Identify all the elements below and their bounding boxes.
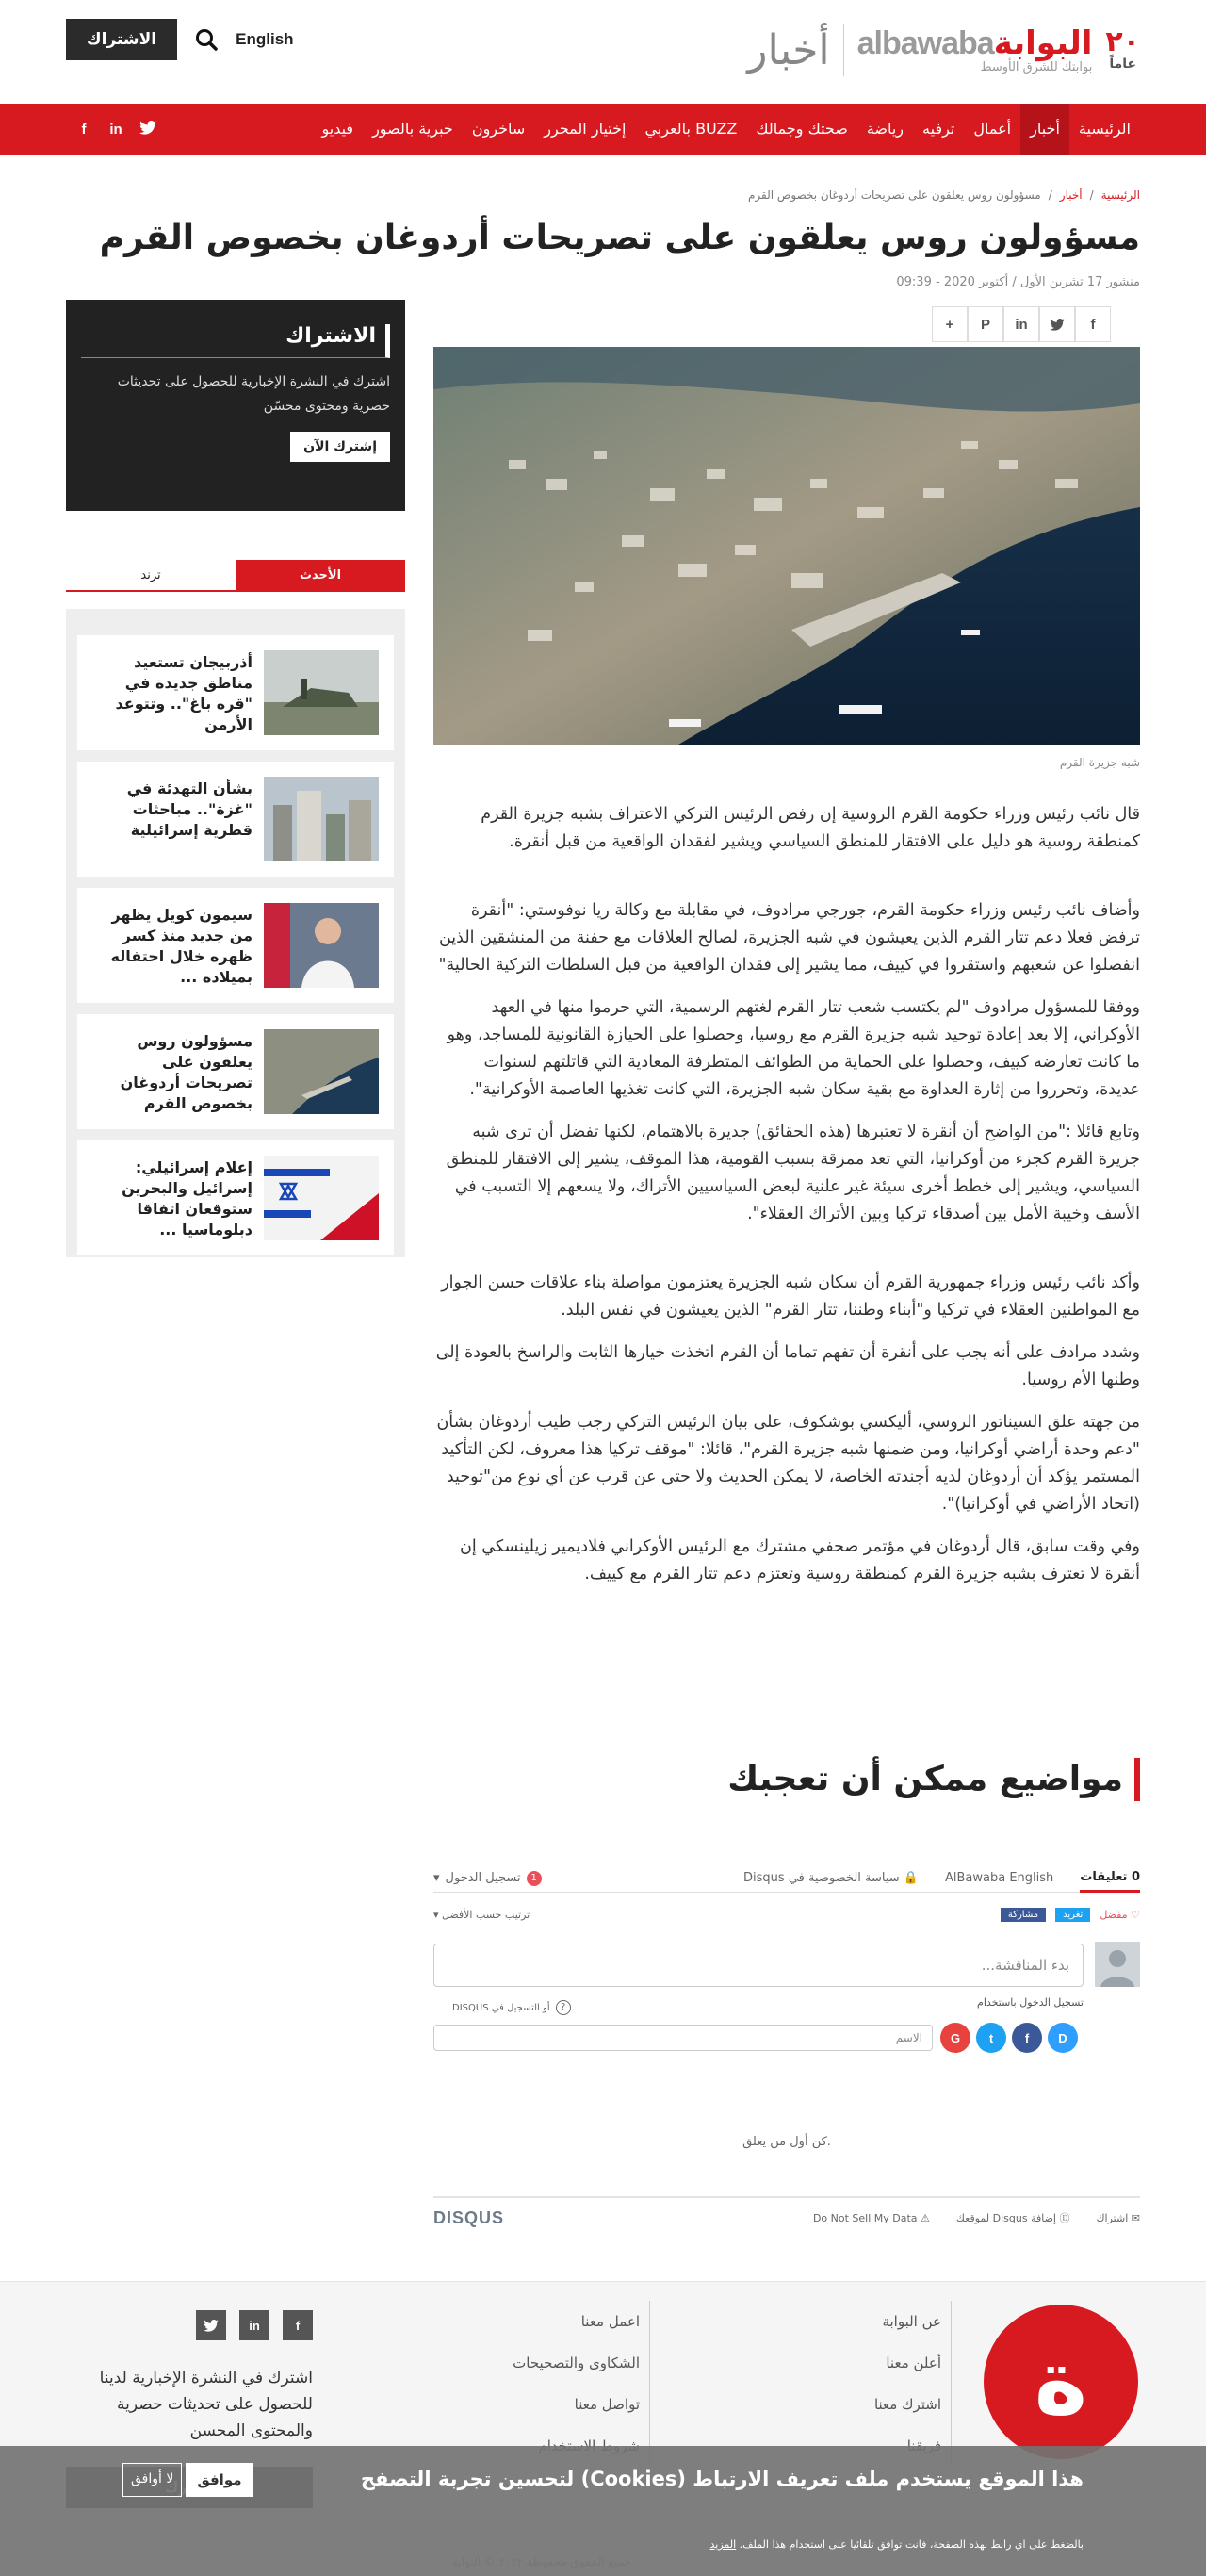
footer-link-careers[interactable]: اعمل معنا [580,2313,640,2330]
chevron-down-icon: ▾ [433,1871,440,1885]
disqus-subscribe-label: اشتراك [1096,2211,1129,2224]
facebook-icon[interactable]: f [283,2310,313,2340]
article-paragraph: وتابع قائلا :"من الواضح أن أنقرة لا تعتبرها (هذه الحقائق) جديرة بالاهتمام، لكنها تفضل أن ترى شبه جزيرة القرم كجزء من أوكرانيا، التي تعد ممزقة بسبب القومية، هذا الموقف، يشير إلى الافتقار للمنطق السياسي، ويشير إلى خطط أخرى سيئة غير علنية لبعض السياسيين الأتراك، ولا يسعهم إلا التسبب في الأسف وخيبة الأمل بين أصدقاء تركيا وبين الأتراك العقلاء". [446,1123,1140,1223]
heart-icon: ♡ [1127,1908,1140,1921]
nav-item-entertainment[interactable]: ترفيه [922,120,955,138]
image-caption: شبه جزيرة القرم [1059,756,1140,769]
related-topics-heading: مواضيع ممكن أن تعجبك [727,1758,1140,1801]
social-login-buttons [940,2023,1078,2053]
facebook-share-button[interactable]: مشاركة [1001,1908,1046,1922]
community-tab[interactable]: AlBawaba English [945,1871,1054,1885]
anniversary-badge [1105,25,1140,72]
article-thumbnail [264,903,379,988]
cookie-accept-button[interactable]: موافق [186,2463,253,2497]
sidebar-subscribe-text: اشترك في النشرة الإخبارية للحصول على تحديثات حصرية ومحتوى محسّن [117,374,390,414]
breadcrumb [748,189,1140,202]
linkedin-icon[interactable]: in [239,2310,269,2340]
article-thumbnail [264,1029,379,1114]
do-not-sell-label: Do Not Sell My Data [812,2211,918,2224]
footer-links-column-1 [688,2301,952,2467]
notification-badge: 1 [527,1871,542,1886]
linkedin-icon[interactable]: in [1003,306,1039,342]
disqus-d-icon: Ⓓ [1055,2212,1070,2224]
footer-newsletter-text: اشترك في النشرة الإخبارية لدينا للحصول على تحديثات حصرية والمحتوى المحسن [99,2369,313,2440]
comment-input[interactable]: بدء المناقشة... [433,1944,1084,1987]
article-body [433,801,1140,1603]
article-paragraph: وشدد مرادف على أنه يجب على أنقرة أن تفهم تماما أن القرم اتخذت خيارها الثابت والراسخ بالعودة إلى وطنها الأم روسيا. [435,1343,1140,1389]
breadcrumb-home[interactable]: الرئيسية [1100,189,1140,202]
list-item-title: سيمون كويل يظهر من جديد منذ كسر ظهره خلال احتفاله بميلاده ... [110,906,253,986]
breadcrumb-separator: / [1048,189,1052,202]
plus-icon[interactable]: + [932,306,968,342]
list-item[interactable] [77,1140,394,1255]
tab-latest[interactable]: الأحدث [236,560,405,590]
pinterest-icon[interactable]: P [968,306,1003,342]
google-login-icon[interactable]: G [940,2023,970,2053]
linkedin-icon[interactable]: in [109,121,122,138]
login-label: تسجيل الدخول [445,1871,521,1885]
favorite-label: مفضل [1100,1908,1128,1921]
cookie-decline-button[interactable]: لا أوافق [122,2463,182,2497]
years-label: عاماً [1109,57,1137,72]
breadcrumb-section[interactable]: أخبار [1059,189,1083,202]
disqus-privacy-link[interactable] [743,1871,919,1885]
search-icon[interactable] [194,27,219,52]
signup-label [452,2000,571,2015]
sidebar-tabs [66,560,405,592]
login-with-label: تسجيل الدخول باستخدام [977,1996,1084,2009]
nav-item-news[interactable]: أخبار [1020,104,1069,155]
article-paragraph: من جهته علق السيناتور الروسي، أليكسي بوشكوف، على بيان الرئيس التركي رجب طيب أردوغان بشأن "دعم وحدة أراضي أوكرانيا، ومن ضمنها شبه جزيرة القرم"، قائلا: "موقف تركيا هذا معروف، لكن التأكيد المستمر يؤكد أن أردوغان لديه أجندته الخاصة، لا يمكن الحديث ولا حتى عن قرب عن أي نوع من"توحيد (اتحاد الأراضي في أوكرانيا)". [436,1413,1140,1514]
mail-icon: ✉ [1128,2211,1140,2224]
favorite-button[interactable] [1100,1909,1140,1921]
article-paragraph: ووفقا للمسؤول مرادوف "لم يكتسب شعب تتار القرم لغتهم الرسمية، التي حرموا منها في العهد الأوكراني، إلا بعد إعادة توحيد شبه جزيرة القرم مع روسيا، وحصلوا على الحيازة القانونية للمساجد، وهو ما كانت تعارضه كييف، وحصلوا على الحماية من الطوائف المتطرفة المعادية التي قاتلتهم لسنوات عديدة، وتحرروا من إثارة العداوة مع بقية سكان شبه الجزيرة، التي كانت تغذيها العاصمة الأوكرانية". [447,998,1140,1099]
avatar [1095,1942,1140,1987]
twitter-icon[interactable] [139,121,156,139]
signup-text: أو التسجيل في DISQUS [452,2002,550,2013]
cookie-title: هذا الموقع يستخدم ملف تعريف الارتباط (Cookies) لتحسين تجربة التصفح [360,2468,1084,2490]
list-item-title: أذربيجان تستعيد مناطق جديدة في "قره باغ".. وتتوعد الأرمن [115,653,253,733]
nav-item-health-beauty[interactable]: صحتك وجمالك [756,120,848,138]
years-number: ٢٠ [1105,25,1140,58]
sidebar-subscribe-title: الاشتراك [81,324,390,358]
disqus-login-icon[interactable]: D [1048,2023,1078,2053]
brand-wordmark [857,26,1093,74]
article-thumbnail [264,777,379,861]
add-disqus-label: إضافة Disqus لموقعك [955,2212,1056,2224]
sidebar-subscribe-button[interactable]: إشترك الآن [290,432,390,462]
brand-english: albawaba [856,25,994,61]
help-icon[interactable]: ? [556,2000,571,2015]
cookie-buttons [122,2463,253,2497]
nav-item-photo-news[interactable]: خبرية بالصور [372,120,453,138]
breadcrumb-current: مسؤولون روس يعلقون على تصريحات أردوغان بخصوص القرم [747,189,1041,202]
nav-item-home[interactable]: الرئيسية [1078,120,1131,138]
lock-icon: 🔒 [899,1871,919,1885]
facebook-icon[interactable]: f [1075,306,1111,342]
nav-item-buzz[interactable]: BUZZ بالعربي [644,120,738,138]
facebook-login-icon[interactable]: f [1012,2023,1042,2053]
nav-item-business[interactable]: أعمال [973,120,1012,138]
article-title: مسؤولون روس يعلقون على تصريحات أردوغان بخصوص القرم [99,219,1140,257]
footer-link-subscribe[interactable]: اشترك معنا [873,2396,941,2413]
nav-item-video[interactable]: فيديو [321,120,354,138]
list-item[interactable] [77,1014,394,1129]
comments-count-tab[interactable]: 0 تعليقات [1080,1870,1140,1893]
article-paragraph: وأضاف نائب رئيس وزراء حكومة القرم، جورجي مرادوف، في مقابلة مع وكالة ريا نوفوستي: "أنقرة ترفض فعلا دعم تتار القرم الذين يعيشون في شبه الجزيرة، لصالح العلاقات مع حفنة من المنشقين الذين انفصلوا عن شعبهم واستقروا في كييف، مما يشير إلى فقدان الواقعية من قبل السلطات التركية الحالية" [438,901,1140,975]
article-paragraph: وفي وقت سابق، قال أردوغان في مؤتمر صحفي مشترك مع الرئيس الأوكراني فلاديمير زيلينسكي إن أنقرة لا تعترف بشبه جزيرة القرم كمنطقة روسية وتعتزم دعم تتار القرم مع كييف. [459,1537,1140,1583]
article-thumbnail [264,1156,379,1240]
article-hero-image [433,347,1140,745]
cookie-text-line [709,2538,1084,2551]
footer-social [196,2310,313,2340]
warning-icon: ⚠ [917,2211,930,2224]
list-item[interactable] [77,762,394,877]
language-switch-link[interactable]: English [236,30,294,48]
name-input[interactable]: الاسم [433,2025,933,2051]
logo-divider [843,24,844,76]
footer-link-contact[interactable]: تواصل معنا [574,2396,640,2413]
list-item-title: مسؤولون روس يعلقون على تصريحات أردوغان بخصوص القرم [120,1032,253,1112]
site-logo[interactable] [747,17,1140,83]
list-item-title: إعلام إسرائيلي: إسرائيل والبحرين ستوقعان اتفاقا دبلوماسيا ... [122,1158,253,1239]
sort-dropdown[interactable] [433,1909,530,1921]
chevron-down-icon: ▾ [433,1908,439,1921]
section-name: أخبار [747,25,830,74]
sidebar-article-list [66,609,405,1257]
disqus-footer [433,2196,1140,2230]
list-item-title: بشأن التهدئة في "غزة".. مباحثات قطرية إسرائيلية [126,779,253,839]
header-subscribe-button[interactable]: الاشتراك [66,19,177,60]
breadcrumb-separator: / [1089,189,1094,202]
share-bar [932,306,1111,342]
comments-actions [433,1904,1140,1925]
tab-trend[interactable]: ترند [140,568,161,582]
footer-link-complaints[interactable]: الشكاوى والتصحيحات [513,2354,640,2371]
cookie-banner [0,2446,1206,2576]
no-comments-message: كن أول من يعلق. [742,2135,831,2149]
main-nav [0,104,1206,155]
footer-link-about[interactable]: عن البوابة [882,2313,941,2330]
sidebar-subscribe-box [66,300,405,511]
tweet-button[interactable]: تغريد [1055,1908,1090,1922]
disqus-subscribe-link[interactable] [1096,2212,1140,2224]
article-paragraph: قال نائب رئيس وزراء حكومة القرم الروسية إن رفض الرئيس التركي الاعتراف بشبه جزيرة القرم كمنطقة روسية هو دليل على الافتقار للمنطق السياسي ويشير لفقدان الواقعية من قبل أنقرة. [481,805,1140,851]
comments-tabs [433,1864,1140,1893]
article-thumbnail [264,650,379,735]
facebook-icon[interactable]: f [81,121,87,138]
article-paragraph: وأكد نائب رئيس وزراء جمهورية القرم أن سكان شبه الجزيرة يعتزمون مواصلة بناء علاقات حسن الجوار مع المواطنين العقلاء في تركيا و"أبناء وطننا، تتار القرم" الذين يعيشون في نفس البلد. [441,1273,1140,1320]
cookie-text: بالضغط على اي رابط بهذه الصفحة، فانت توافق تلقائيا على استخدام هذا الملف. [739,2538,1084,2551]
twitter-icon[interactable] [1039,306,1075,342]
nav-item-satire[interactable]: ساخرون [471,120,526,138]
cookie-more-link[interactable]: المزيد [709,2538,737,2551]
twitter-login-icon[interactable]: t [976,2023,1006,2053]
add-disqus-link[interactable] [956,2210,1070,2225]
list-item[interactable] [77,888,394,1003]
site-header [0,0,1206,104]
nav-item-editors-choice[interactable]: إختيار المحرر [544,120,627,138]
footer-logo[interactable]: ة [984,2305,1138,2459]
nav-item-sports[interactable]: رياضة [866,120,904,138]
footer-link-advertise[interactable]: أعلن معنا [886,2354,941,2371]
list-item[interactable] [77,635,394,750]
login-menu[interactable] [433,1871,542,1886]
do-not-sell-link[interactable] [813,2212,930,2224]
disqus-logo[interactable]: DISQUS [433,2207,505,2227]
sort-label: ترتيب حسب الأفضل [442,1908,530,1921]
twitter-icon[interactable] [196,2310,226,2340]
article-date: منشور 17 تشرين الأول / أكتوبر 2020 - 09:39 [896,275,1140,289]
brand-arabic: البوابة [993,24,1093,62]
brand-tagline: بوابتك للشرق الأوسط [980,59,1093,74]
footer-links-column-2 [330,2301,650,2467]
disqus-privacy-label: سياسة الخصوصية في Disqus [743,1871,900,1885]
